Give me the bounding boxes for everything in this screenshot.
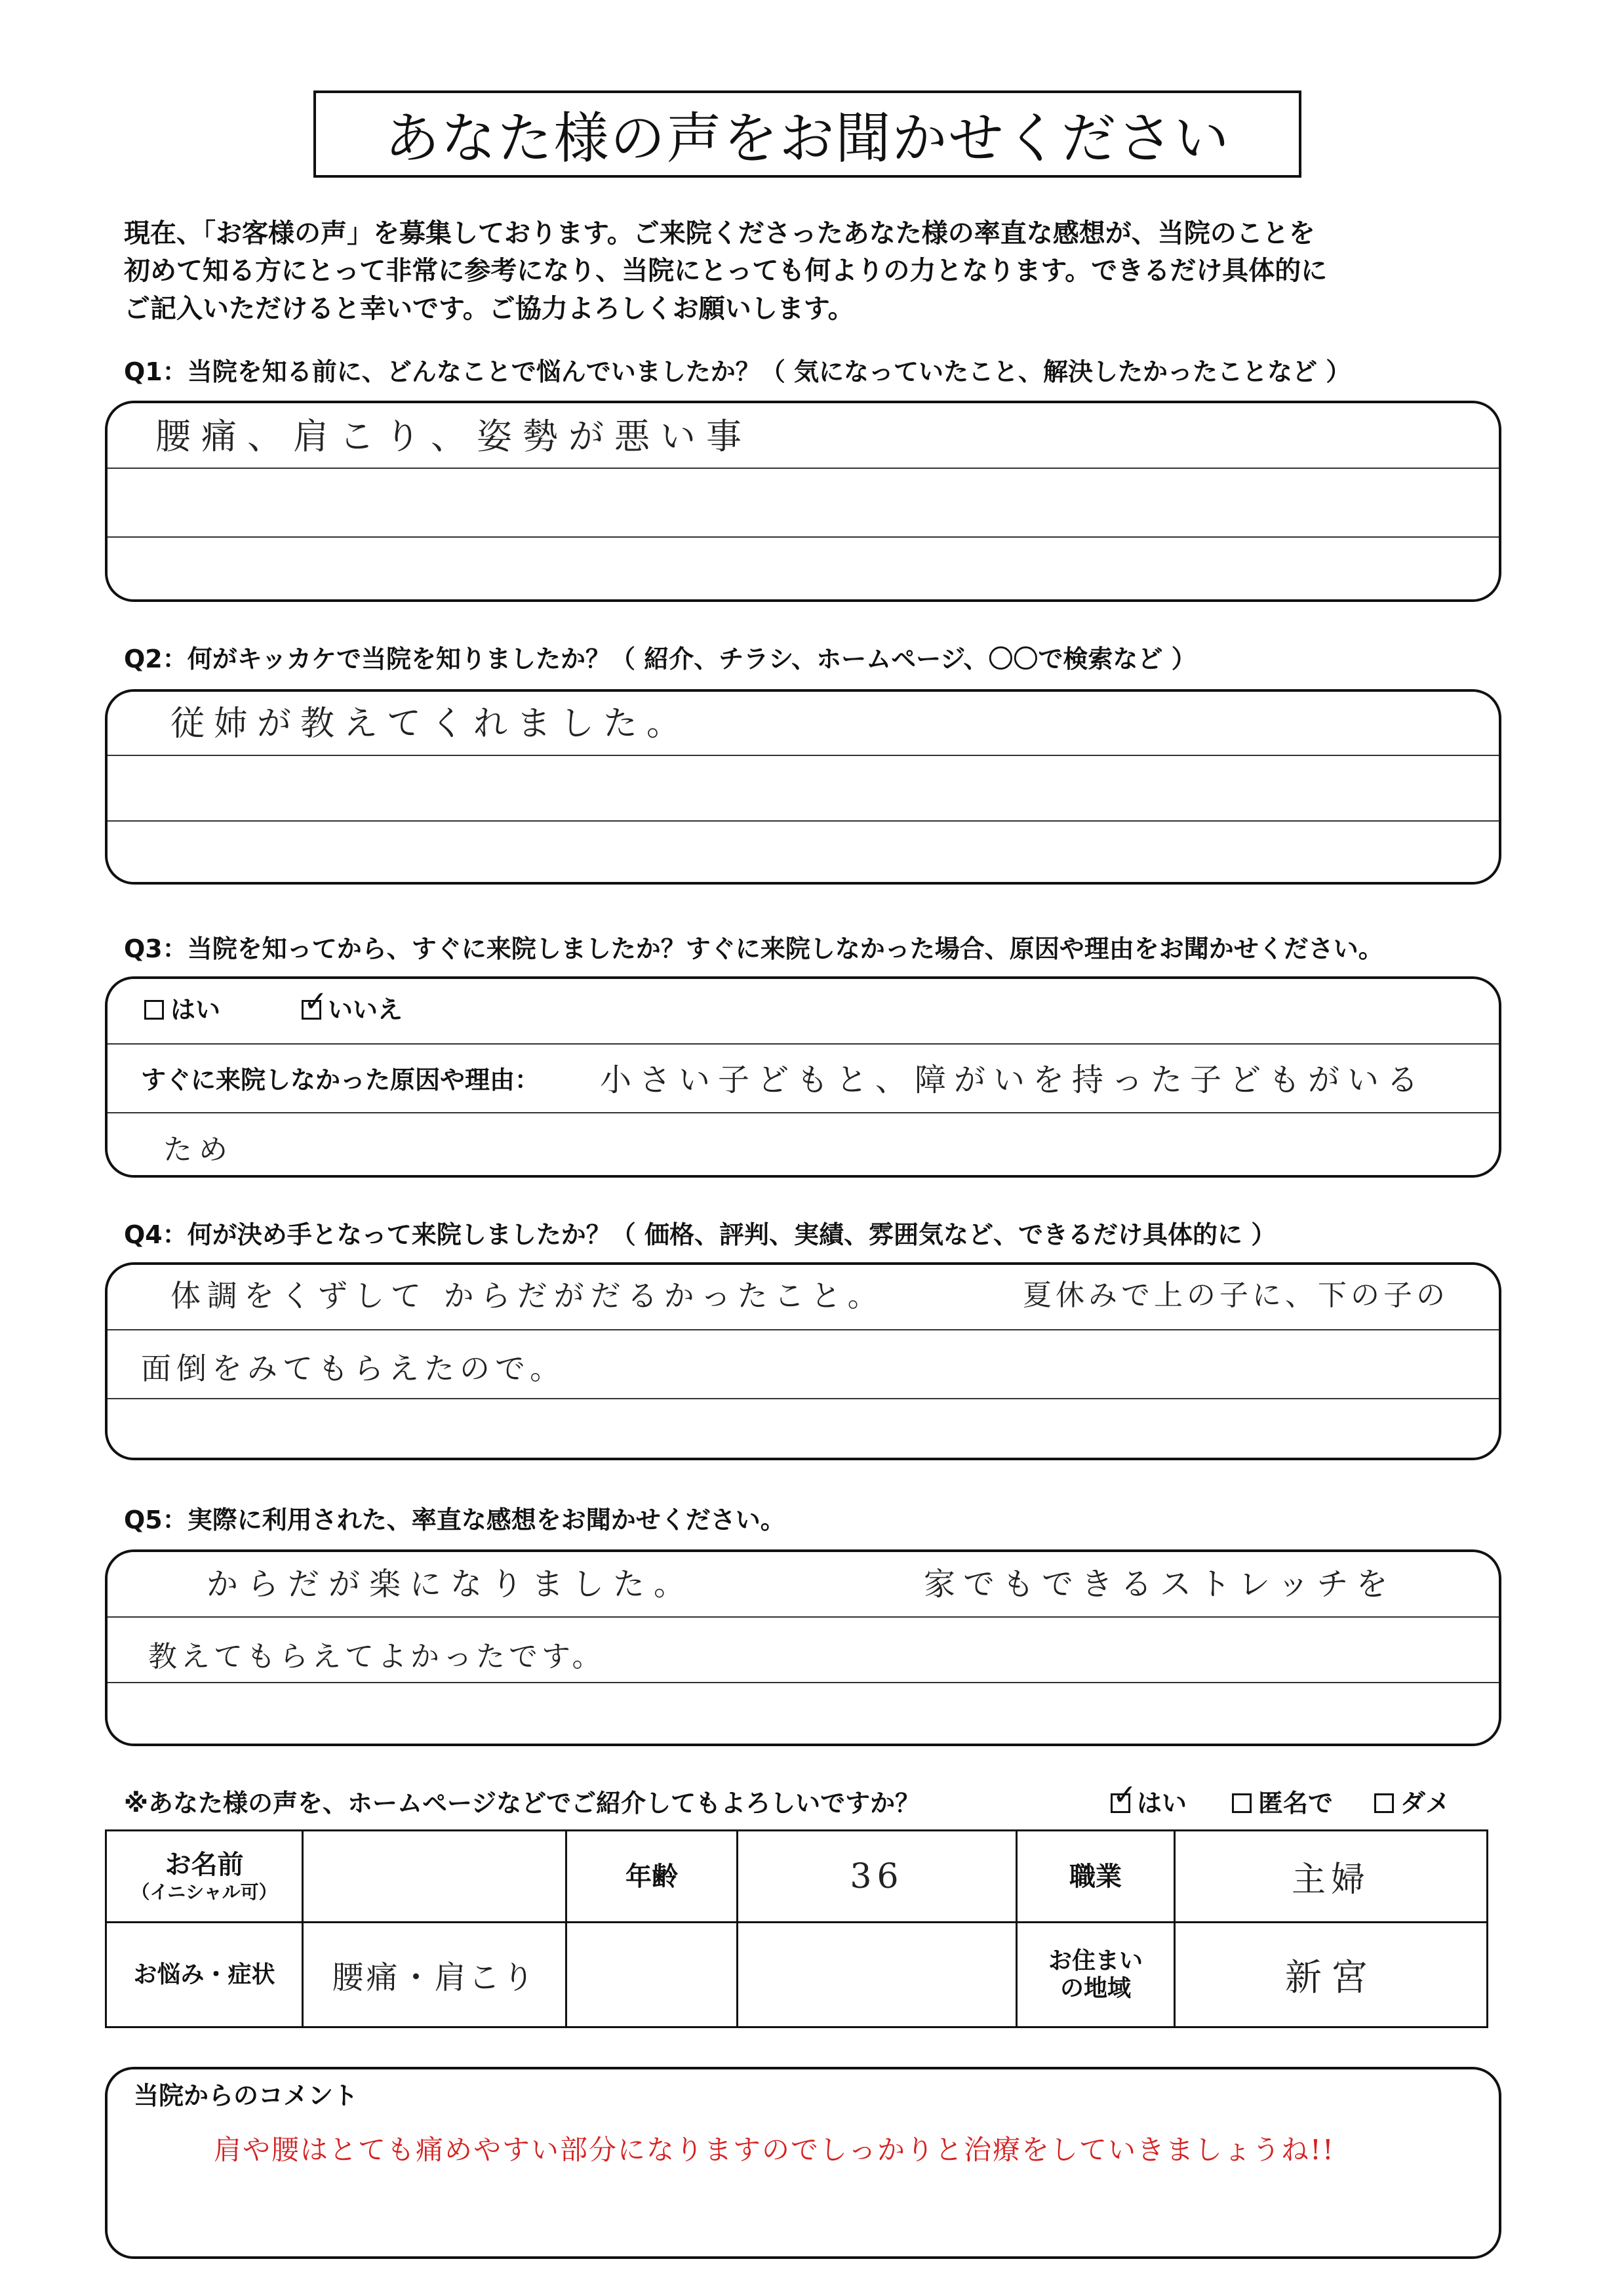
symptom-value: 腰痛・肩こり xyxy=(332,1959,537,1996)
permission-option-anonymous xyxy=(1232,1789,1333,1818)
symptom-header-cell xyxy=(106,1923,303,2027)
q3-option-yes-label: はい xyxy=(170,995,221,1024)
answer-rule xyxy=(108,1616,1499,1618)
page-title: あなた様の声をお聞かせください xyxy=(313,90,1301,178)
q3-answer-box xyxy=(105,976,1501,1178)
permission-question: ※あなた様の声を、ホームページなどでご紹介してもよろしいですか？ xyxy=(124,1789,921,1818)
job-value-cell xyxy=(1175,1831,1488,1923)
intro-line-3: ご記入いただけると幸いです。ご協力よろしくお願いします。 xyxy=(124,294,854,324)
permission-option-no xyxy=(1374,1789,1450,1818)
q3-reason-answer-cont: ため xyxy=(163,1133,234,1167)
checkbox-no xyxy=(1374,1793,1394,1813)
q1-label: Q1：当院を知る前に、どんなことで悩んでいましたか？（ 気になっていたこと、解決したかったことなど ） xyxy=(124,357,1351,386)
q2-answer: 従姉が教えてくれました。 xyxy=(170,704,690,744)
q4-answer-box xyxy=(105,1262,1501,1460)
q4-answer-line-2: 面倒をみてもらえたので。 xyxy=(141,1351,566,1386)
checkbox-anonymous xyxy=(1232,1793,1252,1813)
answer-rule xyxy=(108,755,1499,756)
permission-option-yes-label: はい xyxy=(1137,1789,1187,1818)
q3-option-no xyxy=(302,985,403,1024)
answer-rule xyxy=(108,468,1499,469)
q2-answer-box xyxy=(105,689,1501,885)
permission-option-no-label: ダメ xyxy=(1400,1789,1451,1818)
q5-answer-line-1b: 家でもできるストレッチを xyxy=(924,1566,1396,1603)
answer-rule xyxy=(108,536,1499,538)
name-note: （イニシャル可） xyxy=(131,1881,277,1903)
empty-cell xyxy=(566,1923,738,2027)
profile-table xyxy=(105,1829,1488,2028)
clinic-comment-text: 肩や腰はとても痛めやすい部分になりますのでしっかりと治療をしていきましょうね!! xyxy=(214,2134,1335,2166)
area-value: 新宮 xyxy=(1285,1956,1377,1999)
q3-label: Q3：当院を知ってから、すぐに来院しましたか？すぐに来院しなかった場合、原因や理由をお聞かせください。 xyxy=(124,934,1383,963)
q5-answer-line-2: 教えてもらえてよかったです。 xyxy=(148,1640,605,1673)
q3-reason-answer: 小さい子どもと、障がいを持った子どもがいる xyxy=(600,1062,1427,1098)
q2-label: Q2：何がキッカケで当院を知りましたか？（ 紹介、チラシ、ホームページ、〇〇で検索など ） xyxy=(124,645,1197,673)
answer-rule xyxy=(108,1329,1499,1330)
age-value: 36 xyxy=(850,1856,904,1896)
name-value-cell xyxy=(303,1831,566,1923)
permission-option-anonymous-label: 匿名で xyxy=(1258,1789,1334,1818)
age-header-cell xyxy=(566,1831,738,1923)
clinic-comment-box xyxy=(105,2067,1501,2259)
checkbox-yes xyxy=(1111,1778,1137,1813)
job-header-cell xyxy=(1017,1831,1175,1923)
q5-label: Q5：実際に利用された、率直な感想をお聞かせください。 xyxy=(124,1506,785,1534)
job-label: 職業 xyxy=(1069,1861,1122,1892)
q3-option-no-label: いいえ xyxy=(328,995,403,1024)
q3-option-yes xyxy=(144,995,220,1024)
symptom-value-cell xyxy=(303,1923,566,2027)
q4-label: Q4：何が決め手となって来院しましたか？（ 価格、評判、実績、雰囲気など、できるだけ具体的に ） xyxy=(124,1220,1277,1249)
area-value-cell xyxy=(1175,1923,1488,2027)
q5-answer-line-1a: からだが楽になりました。 xyxy=(207,1566,695,1603)
age-value-cell xyxy=(738,1831,1017,1923)
answer-rule xyxy=(108,1112,1499,1113)
name-label: お名前 xyxy=(165,1849,244,1880)
intro-line-2: 初めて知る方にとって非常に参考になり、当院にとっても何よりの力となります。できるだけ具体的に xyxy=(124,256,1328,286)
answer-rule xyxy=(108,820,1499,822)
area-label-line-2: の地域 xyxy=(1060,1974,1131,2002)
intro-line-1: 現在、「お客様の声」を募集しております。ご来院くださったあなた様の率直な感想が、当院のことを xyxy=(124,218,1315,249)
name-header-cell xyxy=(106,1831,303,1923)
checkbox-yes xyxy=(144,1000,164,1020)
check-mark-icon: ✓ xyxy=(304,985,328,1018)
q4-answer-line-1b: 夏休みで上の子に、下の子の xyxy=(1023,1279,1449,1312)
permission-option-yes xyxy=(1111,1778,1187,1818)
empty-cell xyxy=(738,1923,1017,2027)
job-value: 主婦 xyxy=(1291,1860,1370,1900)
clinic-comment-label: 当院からのコメント xyxy=(134,2081,359,2110)
area-header-cell xyxy=(1017,1923,1175,2027)
q1-answer: 腰痛、肩こり、姿勢が悪い事 xyxy=(155,416,752,457)
check-mark-icon: ✓ xyxy=(1113,1778,1137,1812)
answer-rule xyxy=(108,1682,1499,1683)
q1-answer-box xyxy=(105,401,1501,602)
checkbox-no xyxy=(302,985,328,1020)
symptom-label: お悩み・症状 xyxy=(133,1961,275,1988)
answer-rule xyxy=(108,1043,1499,1045)
q5-answer-box xyxy=(105,1549,1501,1746)
age-label: 年齢 xyxy=(625,1861,678,1892)
answer-rule xyxy=(108,1398,1499,1399)
q4-answer-line-1a: 体調をくずして からだがだるかったこと。 xyxy=(170,1278,884,1313)
q3-reason-label: すぐに来院しなかった原因や理由： xyxy=(141,1066,540,1094)
area-label-line-1: お住まい xyxy=(1048,1947,1143,1974)
